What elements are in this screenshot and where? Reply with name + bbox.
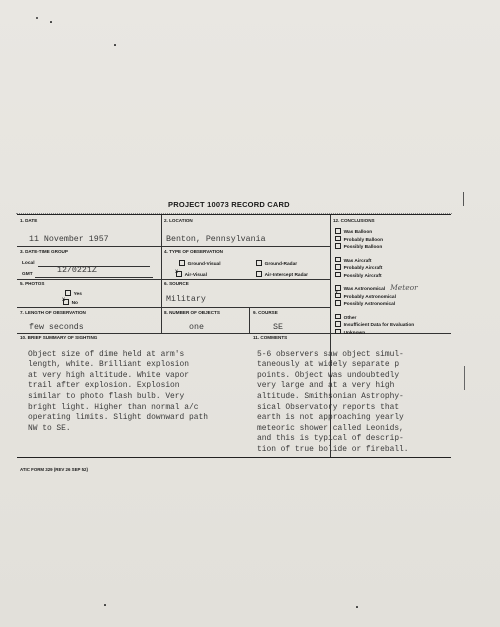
conclusion-text: Possibly Aircraft bbox=[343, 273, 382, 279]
conclusion-option[interactable] bbox=[335, 272, 451, 280]
checkbox-icon[interactable] bbox=[335, 321, 341, 327]
photos-yes-text: Yes bbox=[73, 292, 82, 298]
checkbox-icon[interactable] bbox=[335, 300, 341, 306]
objects-label: 8. NUMBER OF OBJECTS bbox=[164, 310, 220, 315]
conclusion-text: Probably Balloon bbox=[343, 237, 384, 243]
conclusion-option[interactable] bbox=[335, 300, 451, 308]
checkbox-icon[interactable] bbox=[335, 264, 341, 270]
objects-value: one bbox=[189, 323, 204, 332]
checkbox-icon[interactable] bbox=[335, 243, 341, 249]
conclusion-text: Was Balloon bbox=[343, 230, 373, 236]
comments-line: taneously at widely separate p bbox=[257, 360, 400, 370]
gmt-value: 12/0221Z bbox=[57, 266, 97, 275]
course-label: 9. COURSE bbox=[253, 310, 278, 315]
scan-edge-line bbox=[463, 192, 464, 206]
comments-line: sical Observatory reports that bbox=[257, 402, 400, 412]
grid-line bbox=[161, 215, 162, 333]
course-value: SE bbox=[273, 323, 283, 332]
conclusion-text: Probably Aircraft bbox=[343, 266, 383, 272]
checkbox-icon[interactable] bbox=[335, 228, 341, 234]
summary-line: Object size of dime held at arm's bbox=[28, 349, 185, 359]
summary-text bbox=[28, 339, 208, 434]
location-value: Benton, Pennsylvania bbox=[166, 235, 266, 244]
conclusion-option[interactable] bbox=[335, 243, 451, 251]
summary-line: trail after explosion. Explosion bbox=[28, 381, 180, 391]
conclusion-option[interactable] bbox=[335, 314, 451, 322]
conclusions-list bbox=[335, 228, 451, 336]
ground-visual-text: Ground-Visual bbox=[187, 262, 221, 268]
ground-radar-text: Ground-Radar bbox=[264, 262, 298, 268]
conclusion-text: Possibly Balloon bbox=[343, 245, 383, 251]
check-mark-icon: x bbox=[335, 290, 338, 296]
checkbox-icon[interactable] bbox=[335, 257, 341, 263]
conclusion-text: Insufficient Data for Evaluation bbox=[343, 323, 415, 329]
conclusion-option[interactable] bbox=[335, 236, 451, 244]
scan-edge-line bbox=[464, 366, 465, 390]
checkbox-icon[interactable] bbox=[335, 236, 341, 242]
conclusion-text: Was Astronomical bbox=[343, 287, 386, 293]
source-label: 6. SOURCE bbox=[164, 281, 189, 286]
checkbox-icon[interactable] bbox=[335, 329, 341, 335]
photos-no-text: No bbox=[71, 301, 78, 307]
air-visual-option[interactable] bbox=[176, 271, 207, 278]
scan-speck bbox=[36, 17, 38, 19]
conclusion-option[interactable] bbox=[335, 329, 451, 337]
checkbox-icon[interactable] bbox=[256, 271, 262, 277]
card-title: PROJECT 10073 RECORD CARD bbox=[168, 200, 290, 209]
form-footer: ATIC FORM 329 (REV 26 SEP 52) bbox=[20, 467, 88, 472]
scan-speck bbox=[50, 21, 52, 23]
comments-line: earth is not approaching yearly bbox=[257, 413, 404, 423]
scan-speck bbox=[104, 604, 106, 606]
conclusion-text: Was Aircraft bbox=[343, 258, 372, 264]
checkbox-icon[interactable] bbox=[335, 272, 341, 278]
comments-line: meteoric shower called Leonids, bbox=[257, 423, 404, 433]
location-label: 2. LOCATION bbox=[164, 218, 193, 223]
ground-radar-option[interactable] bbox=[256, 260, 297, 267]
conclusion-text: Possibly Astronomical bbox=[343, 302, 396, 308]
summary-line: similar to photo flash bulb. Very bbox=[28, 391, 185, 401]
conclusions-label: 12. CONCLUSIONS bbox=[333, 218, 375, 223]
summary-label: 10. BRIEF SUMMARY OF SIGHTING bbox=[20, 335, 98, 340]
checkbox-icon[interactable]: x bbox=[63, 299, 69, 305]
checkbox-icon[interactable] bbox=[335, 314, 341, 320]
datetime-label: 3. DATE-TIME GROUP bbox=[20, 249, 68, 254]
gmt-line bbox=[35, 277, 153, 278]
grid-line bbox=[17, 279, 330, 280]
comments-text bbox=[257, 339, 409, 456]
conclusion-option[interactable] bbox=[335, 257, 451, 265]
grid-line bbox=[17, 307, 330, 308]
photos-yes-option[interactable] bbox=[65, 290, 82, 297]
length-label: 7. LENGTH OF OBSERVATION bbox=[20, 310, 86, 315]
checkbox-icon[interactable]: x bbox=[176, 271, 182, 277]
comments-line: 5-6 observers saw object simul- bbox=[257, 349, 404, 359]
photos-label: 5. PHOTOS bbox=[20, 281, 45, 286]
summary-line: NW to SE. bbox=[28, 423, 71, 433]
summary-line: operating limits. Slight downward path bbox=[28, 413, 208, 423]
comments-line: tion of true bolide or fireball. bbox=[257, 444, 409, 454]
conclusion-option[interactable] bbox=[335, 285, 451, 293]
comments-line: and this is typical of descrip- bbox=[257, 434, 404, 444]
conclusion-text: Probably Astronomical bbox=[343, 294, 396, 300]
photos-no-option[interactable] bbox=[63, 299, 78, 306]
comments-line: very large and at a very high bbox=[257, 381, 395, 391]
grid-line bbox=[17, 246, 330, 247]
local-label: Local bbox=[22, 261, 35, 266]
gmt-label: GMT bbox=[22, 272, 33, 277]
grid-line bbox=[249, 307, 250, 333]
record-card bbox=[17, 214, 451, 458]
checkbox-icon[interactable] bbox=[256, 260, 262, 266]
checkbox-icon[interactable] bbox=[335, 290, 341, 299]
conclusion-option[interactable] bbox=[335, 264, 451, 272]
air-visual-text: Air-Visual bbox=[184, 273, 207, 279]
summary-line: at very high altitude. White vapor bbox=[28, 370, 189, 380]
date-value: 11 November 1957 bbox=[29, 235, 109, 244]
length-value: few seconds bbox=[29, 323, 84, 332]
date-label: 1. DATE bbox=[20, 218, 38, 223]
conclusion-option[interactable] bbox=[335, 321, 451, 329]
summary-line: bright light. Higher than normal a/c bbox=[28, 402, 199, 412]
scan-speck bbox=[114, 44, 116, 46]
summary-line: length, white. Brilliant explosion bbox=[28, 360, 189, 370]
comments-line: altitude. Smithsonian Astrophy- bbox=[257, 391, 404, 401]
comments-label: 11. COMMENTS bbox=[253, 335, 288, 340]
scan-speck bbox=[356, 606, 358, 608]
conclusion-text: Unknown bbox=[343, 330, 366, 336]
air-intercept-text: Air-Intercept Radar bbox=[264, 273, 309, 279]
air-intercept-option[interactable] bbox=[256, 271, 308, 278]
source-value: Military bbox=[166, 295, 206, 304]
conclusion-option[interactable] bbox=[335, 228, 451, 236]
ground-visual-option[interactable] bbox=[179, 260, 221, 267]
comments-line: points. Object was undoubtedly bbox=[257, 370, 400, 380]
checkbox-icon[interactable] bbox=[65, 290, 71, 296]
handwritten-meteor: Meteor bbox=[390, 283, 418, 293]
observation-type-label: 4. TYPE OF OBSERVATION bbox=[164, 249, 223, 254]
conclusion-text: Other bbox=[343, 315, 357, 321]
checkbox-icon[interactable] bbox=[179, 260, 185, 266]
